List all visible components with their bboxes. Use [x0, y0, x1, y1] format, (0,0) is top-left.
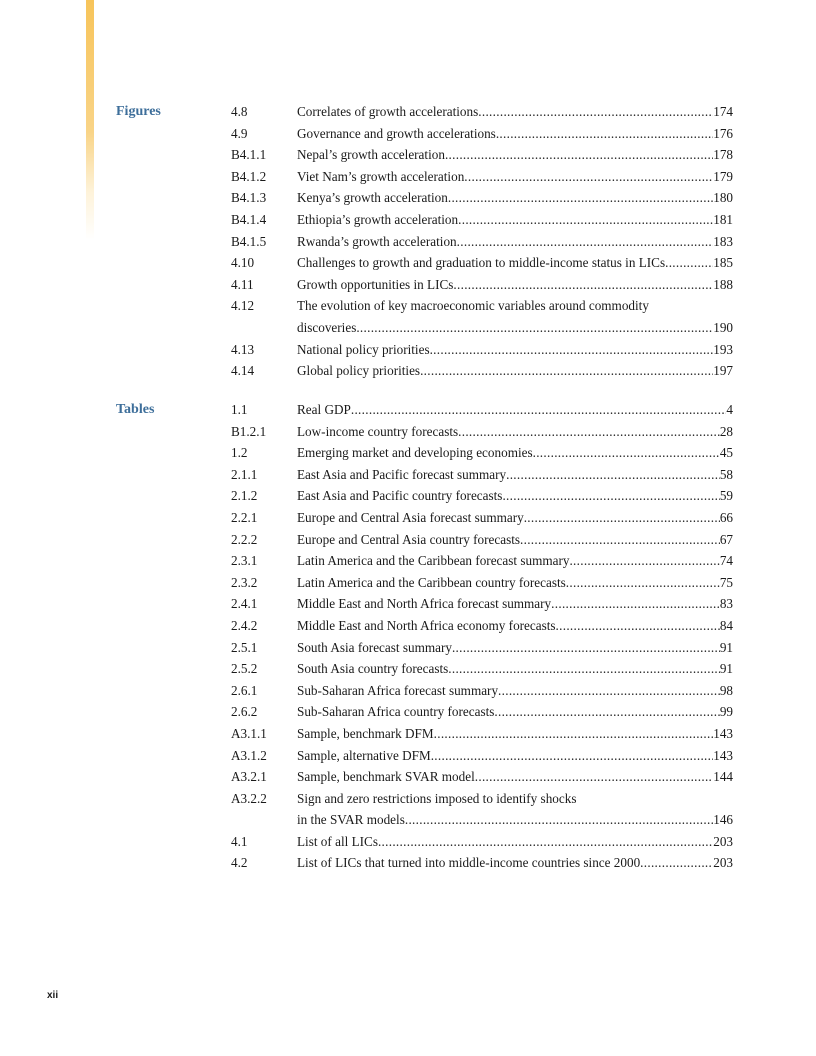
- dot-leader: [496, 123, 713, 145]
- entry-title-line: [297, 360, 733, 382]
- entry-title-line: The evolution of key macroeconomic variables around commodity: [297, 298, 649, 314]
- entry-number: A3.2.2: [231, 790, 267, 806]
- entry-number: 2.3.2: [231, 574, 258, 590]
- entry-number: 2.5.1: [231, 639, 258, 655]
- entry-page-number: 197: [713, 363, 733, 379]
- toc-entry: [231, 852, 733, 874]
- dot-leader: [458, 209, 713, 231]
- entry-number: 2.6.1: [231, 682, 258, 698]
- entry-body: [297, 658, 733, 680]
- entry-title-line: [297, 144, 733, 166]
- toc-entry: [231, 399, 733, 421]
- entry-title-line: [297, 680, 733, 702]
- toc-entry: [231, 166, 733, 188]
- entry-page-number: 67: [719, 531, 733, 547]
- dot-leader: [351, 399, 727, 421]
- toc-entry: [231, 295, 733, 338]
- entry-number: 4.14: [231, 363, 255, 379]
- entry-title-line: [297, 658, 733, 680]
- entry-title: Middle East and North Africa forecast summary: [297, 596, 552, 612]
- entry-number: 1.2: [231, 445, 248, 461]
- entry-body: [297, 399, 733, 421]
- entry-body: [297, 723, 733, 745]
- dot-leader: [448, 187, 713, 209]
- entry-title-line: [297, 572, 733, 594]
- entry-page-number: 74: [719, 553, 733, 569]
- entry-number: A3.1.1: [231, 725, 267, 741]
- section-heading: Figures: [116, 104, 161, 119]
- entry-title: Europe and Central Asia forecast summary: [297, 509, 524, 525]
- entry-number: 2.6.2: [231, 704, 258, 720]
- dot-leader: [452, 637, 720, 659]
- toc-entry: [231, 745, 733, 767]
- toc-entry: [231, 144, 733, 166]
- entry-title: List of all LICs: [297, 833, 378, 849]
- entry-page-number: 66: [719, 509, 733, 525]
- entry-title-line: [297, 831, 733, 853]
- entry-number: 4.10: [231, 255, 255, 271]
- entry-page-number: 58: [719, 466, 733, 482]
- toc-entry: [231, 209, 733, 231]
- entry-title-line: [297, 723, 733, 745]
- dot-leader: [445, 144, 713, 166]
- entry-body: [297, 529, 733, 551]
- entry-title: Rwanda’s growth acceleration: [297, 233, 457, 249]
- entry-body: [297, 550, 733, 572]
- toc-entry: [231, 529, 733, 551]
- dot-leader: [478, 101, 713, 123]
- toc-entry: [231, 788, 733, 831]
- entry-title: Sample, benchmark DFM: [297, 725, 434, 741]
- toc-entry: [231, 593, 733, 615]
- entry-title: South Asia forecast summary: [297, 639, 452, 655]
- toc-entry: [231, 231, 733, 253]
- entry-page-number: 174: [713, 104, 733, 119]
- entry-page-number: 143: [713, 747, 733, 763]
- dot-leader: [420, 360, 713, 382]
- entry-number: 4.12: [231, 298, 255, 314]
- entry-body: [297, 572, 733, 594]
- dot-leader: [448, 658, 720, 680]
- entry-body: [297, 339, 733, 361]
- entry-page-number: 91: [719, 661, 733, 677]
- entry-body: [297, 593, 733, 615]
- entry-page-number: 185: [713, 255, 733, 271]
- entry-title: East Asia and Pacific country forecasts: [297, 488, 503, 504]
- entry-title: Latin America and the Caribbean forecast summary: [297, 553, 570, 569]
- entry-page-number: 193: [713, 341, 733, 357]
- entry-title-line: [297, 852, 733, 874]
- entry-body: [297, 166, 733, 188]
- dot-leader: [405, 809, 713, 831]
- entry-page-number: 98: [719, 682, 733, 698]
- entry-title-line: [297, 550, 733, 572]
- entry-title-line: [297, 442, 733, 464]
- entry-body: [297, 831, 733, 853]
- dot-leader: [453, 274, 713, 296]
- entry-page-number: 83: [719, 596, 733, 612]
- entry-body: [297, 123, 733, 145]
- entry-body: [297, 252, 733, 274]
- entry-number: B4.1.5: [231, 233, 267, 249]
- entry-title-line: [297, 421, 733, 443]
- entry-page-number: 91: [719, 639, 733, 655]
- page-number: xii: [47, 990, 59, 1001]
- entry-title-line: [297, 399, 733, 421]
- entry-title: Low-income country forecasts: [297, 423, 459, 439]
- entry-number: 4.9: [231, 125, 248, 141]
- toc-entry: [231, 550, 733, 572]
- dot-leader: [434, 723, 714, 745]
- entry-page-number: 75: [719, 574, 733, 590]
- entry-title: South Asia country forecasts: [297, 661, 449, 677]
- entry-page-number: 59: [719, 488, 733, 504]
- entry-title: Growth opportunities in LICs: [297, 276, 454, 292]
- entry-title-line: [297, 231, 733, 253]
- entry-number: 2.5.2: [231, 661, 258, 677]
- entry-body: [297, 421, 733, 443]
- entry-title-line: [297, 809, 733, 831]
- entry-body: [297, 701, 733, 723]
- entry-title-line: [297, 593, 733, 615]
- entry-title-line: [297, 766, 733, 788]
- dot-leader: [524, 507, 720, 529]
- entry-title: Real GDP: [297, 402, 351, 417]
- entry-title: Latin America and the Caribbean country forecasts: [297, 574, 566, 590]
- toc-entry: [231, 101, 733, 123]
- entry-title: Ethiopia’s growth acceleration: [297, 211, 459, 227]
- entry-title-line: [297, 166, 733, 188]
- dot-leader: [431, 745, 714, 767]
- entry-title: Sub-Saharan Africa forecast summary: [297, 682, 499, 698]
- toc-entry: [231, 421, 733, 443]
- toc-entry: [231, 701, 733, 723]
- entry-body: [297, 485, 733, 507]
- dot-leader: [430, 339, 714, 361]
- entry-number: A3.1.2: [231, 747, 267, 763]
- entry-body: [297, 637, 733, 659]
- entry-body: [297, 187, 733, 209]
- toc-entry: [231, 680, 733, 702]
- entry-title: Nepal’s growth acceleration: [297, 147, 445, 163]
- entry-page-number: 180: [713, 190, 733, 206]
- entry-title-line: [297, 317, 733, 339]
- entry-title: Emerging market and developing economies: [297, 445, 533, 461]
- entry-page-number: 4: [726, 402, 733, 417]
- dot-leader: [457, 231, 714, 253]
- entry-page-number: 28: [719, 423, 733, 439]
- dot-leader: [498, 680, 720, 702]
- entry-page-number: 203: [713, 833, 733, 849]
- dot-leader: [378, 831, 713, 853]
- entry-body: [297, 745, 733, 767]
- entry-body: [297, 507, 733, 529]
- entry-title-line: [297, 101, 733, 123]
- toc-entry: [231, 274, 733, 296]
- toc-entry: [231, 572, 733, 594]
- entry-title-line: [297, 529, 733, 551]
- dot-leader: [556, 615, 720, 637]
- entry-number: B4.1.3: [231, 190, 267, 206]
- entry-title-line: [297, 615, 733, 637]
- entry-title-line: [297, 464, 733, 486]
- entry-title: Sub-Saharan Africa country forecasts: [297, 704, 495, 720]
- entry-page-number: 178: [713, 147, 733, 163]
- entry-title: Kenya’s growth acceleration: [297, 190, 448, 206]
- entry-number: B1.2.1: [231, 423, 267, 439]
- entry-number: B4.1.2: [231, 168, 267, 184]
- dot-leader: [533, 442, 720, 464]
- entry-page-number: 190: [713, 319, 733, 335]
- dot-leader: [494, 701, 719, 723]
- entry-title: National policy priorities: [297, 341, 430, 357]
- entry-body: [297, 274, 733, 296]
- entry-body: [297, 295, 733, 338]
- entry-body: [297, 101, 733, 123]
- entry-page-number: 176: [713, 125, 733, 141]
- entry-title: discoveries: [297, 319, 357, 335]
- entry-title-line: [297, 187, 733, 209]
- entry-title-line: [297, 274, 733, 296]
- entry-body: [297, 615, 733, 637]
- entry-body: [297, 209, 733, 231]
- toc-entry: [231, 637, 733, 659]
- entry-title: East Asia and Pacific forecast summary: [297, 466, 507, 482]
- entry-title-line: [297, 209, 733, 231]
- entry-title-line: [297, 123, 733, 145]
- toc-entry: [231, 485, 733, 507]
- entry-body: [297, 360, 733, 382]
- dot-leader: [475, 766, 713, 788]
- entry-body: [297, 464, 733, 486]
- entry-number: 4.8: [231, 104, 248, 119]
- toc-entry: [231, 615, 733, 637]
- entry-title-line: [297, 485, 733, 507]
- entry-title: Governance and growth accelerations: [297, 125, 496, 141]
- dot-leader: [356, 317, 713, 339]
- dot-leader: [520, 529, 720, 551]
- entry-number: 2.1.2: [231, 488, 258, 504]
- entry-page-number: 181: [713, 211, 733, 227]
- entry-page-number: 45: [719, 445, 733, 461]
- entry-number: 4.13: [231, 341, 255, 357]
- entry-title: Challenges to growth and graduation to middle-income status in LICs: [297, 255, 666, 271]
- dot-leader: [458, 421, 720, 443]
- entry-title: Sample, benchmark SVAR model: [297, 769, 475, 785]
- entry-page-number: 179: [713, 168, 733, 184]
- entry-number: 4.2: [231, 855, 248, 871]
- dot-leader: [640, 852, 713, 874]
- dot-leader: [464, 166, 713, 188]
- entry-number: 1.1: [231, 402, 248, 417]
- entry-number: 4.1: [231, 833, 248, 849]
- entry-number: B4.1.4: [231, 211, 267, 227]
- entry-page-number: 84: [719, 617, 733, 633]
- tables-list: [231, 399, 733, 874]
- entry-number: A3.2.1: [231, 769, 267, 785]
- decorative-accent-bar: [86, 0, 94, 240]
- entry-title-line: [297, 507, 733, 529]
- dot-leader: [551, 593, 720, 615]
- entry-title: Viet Nam’s growth acceleration: [297, 168, 465, 184]
- entry-page-number: 144: [713, 769, 733, 785]
- entry-title: List of LICs that turned into middle-income countries since 2000: [297, 855, 641, 871]
- dot-leader: [665, 252, 713, 274]
- entry-page-number: 143: [713, 725, 733, 741]
- toc-entry: [231, 360, 733, 382]
- entry-page-number: 99: [719, 704, 733, 720]
- entry-title-line: [297, 339, 733, 361]
- entry-title-line: [297, 701, 733, 723]
- entry-number: 4.11: [231, 276, 254, 292]
- entry-title-line: [297, 252, 733, 274]
- dot-leader: [502, 485, 719, 507]
- entry-body: [297, 442, 733, 464]
- toc-entry: [231, 507, 733, 529]
- entry-page-number: 203: [713, 855, 733, 871]
- toc-entry: [231, 766, 733, 788]
- entry-number: 2.3.1: [231, 553, 258, 569]
- entry-body: [297, 231, 733, 253]
- dot-leader: [566, 572, 720, 594]
- entry-number: 2.4.1: [231, 596, 258, 612]
- entry-number: 2.2.2: [231, 531, 258, 547]
- toc-entry: [231, 831, 733, 853]
- entry-number: B4.1.1: [231, 147, 267, 163]
- toc-entry: [231, 123, 733, 145]
- entry-body: [297, 852, 733, 874]
- entry-title: Middle East and North Africa economy forecasts: [297, 617, 556, 633]
- toc-entry: [231, 187, 733, 209]
- entry-title-line: Sign and zero restrictions imposed to identify shocks: [297, 790, 577, 806]
- entry-number: 2.2.1: [231, 509, 258, 525]
- dot-leader: [506, 464, 720, 486]
- toc-entry: [231, 339, 733, 361]
- entry-number: 2.4.2: [231, 617, 258, 633]
- entry-title: in the SVAR models: [297, 812, 405, 828]
- entry-body: [297, 766, 733, 788]
- entry-title-line: [297, 745, 733, 767]
- entry-title: Sample, alternative DFM: [297, 747, 431, 763]
- figures-list: [231, 101, 733, 382]
- entry-page-number: 188: [713, 276, 733, 292]
- entry-title-line: [297, 637, 733, 659]
- dot-leader: [569, 550, 719, 572]
- toc-entry: [231, 442, 733, 464]
- toc-entry: [231, 723, 733, 745]
- entry-body: [297, 680, 733, 702]
- entry-body: [297, 788, 733, 831]
- toc-entry: [231, 464, 733, 486]
- toc-entry: [231, 252, 733, 274]
- entry-body: [297, 144, 733, 166]
- entry-title: Europe and Central Asia country forecasts: [297, 531, 521, 547]
- entry-page-number: 146: [713, 812, 733, 828]
- section-heading: Tables: [116, 402, 155, 417]
- toc-entry: [231, 658, 733, 680]
- entry-page-number: 183: [713, 233, 733, 249]
- entry-title: Global policy priorities: [297, 363, 421, 379]
- entry-number: 2.1.1: [231, 466, 258, 482]
- entry-title: Correlates of growth accelerations: [297, 104, 479, 119]
